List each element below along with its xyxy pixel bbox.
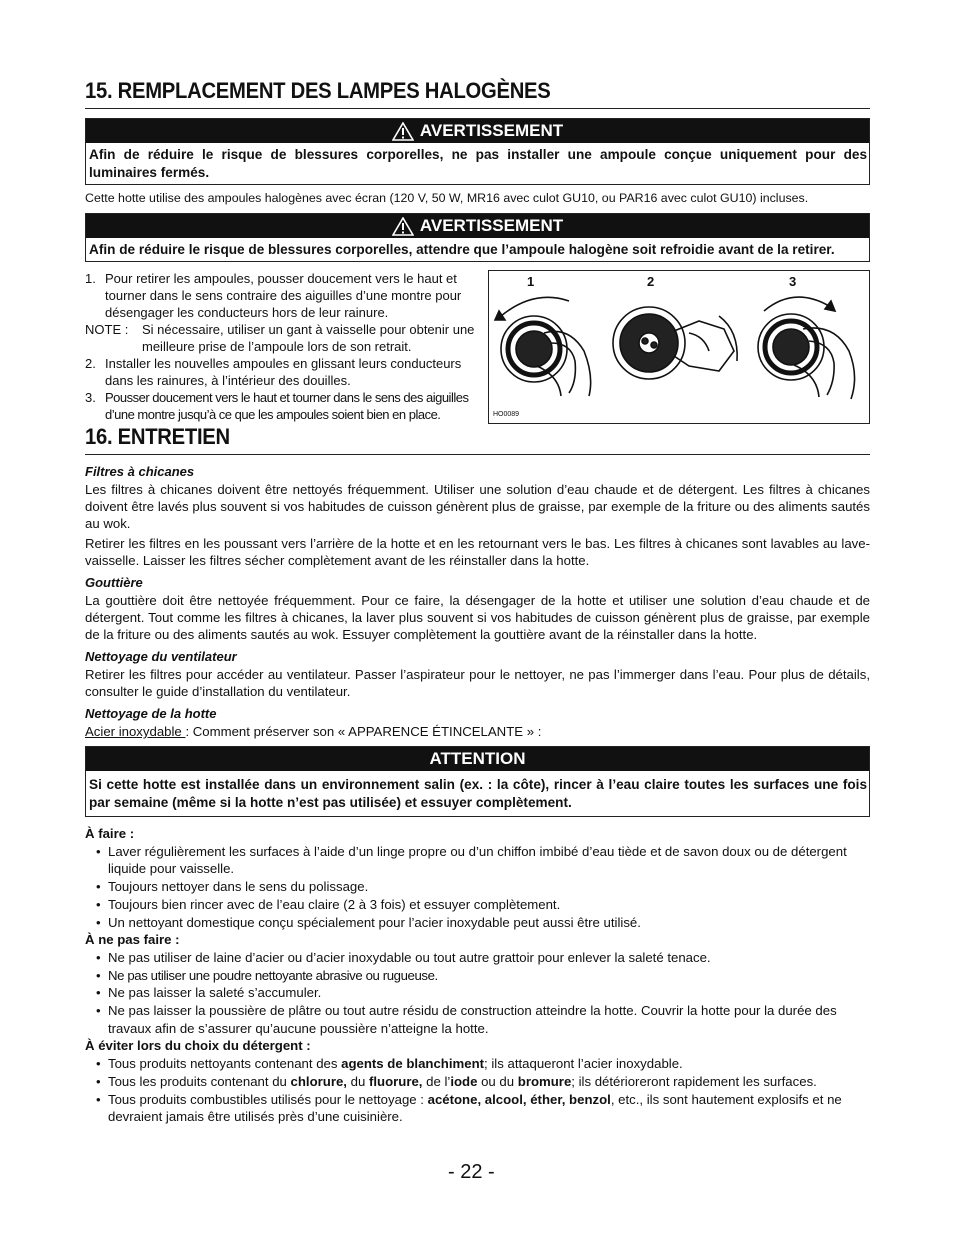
apasfaire-heading: À ne pas faire : [85, 932, 180, 948]
ventilateur-paragraph: Retirer les filtres pour accéder au ventilateur. Passer l’aspirateur pour le nettoyer, ne pas l’immerger dans l’eau. Pour plus de détails, consulter le guide d’installation du ventilateur. [85, 667, 870, 699]
list-item: • Tous les produits contenant du chlorure, du fluorure, de l’iode ou du bromure; ils détérioreront rapidement les surfaces. [96, 1073, 817, 1089]
warning-header-1 [86, 119, 869, 143]
subheading-gouttiere: Gouttière [85, 575, 143, 590]
eviter-heading: À éviter lors du choix du détergent : [85, 1038, 311, 1054]
bulb-replacement-figure [488, 270, 870, 424]
figure-code: HO0089 [493, 411, 520, 418]
bulb-step-3-drawing [758, 297, 855, 399]
section-16-title: 16. ENTRETIEN [85, 424, 230, 449]
warning-box-1 [85, 118, 870, 185]
afaire-heading: À faire : [85, 826, 135, 841]
list-item: • Ne pas laisser la saleté s’accumuler. [96, 985, 322, 1001]
page-number: - 22 - [448, 1161, 495, 1183]
figure-label-2: 2 [647, 274, 655, 289]
subheading-filtres: Filtres à chicanes [85, 464, 195, 479]
step-item: 1. Pour retirer les ampoules, pousser doucement vers le haut et tourner dans le sens contraire des aiguilles d’une montre pour désengager les conducteurs hors de leur rainure. [85, 271, 462, 320]
list-item: • Tous produits nettoyants contenant des agents de blanchiment; ils attaqueront l’acier inoxydable. [96, 1056, 683, 1072]
figure-label-1: 1 [527, 274, 535, 289]
filtres-paragraph-1: Les filtres à chicanes doivent être nettoyés fréquemment. Utiliser une solution d’eau chaude et de détergent. Les filtres à chicanes doivent être lavés plus souvent si vos habitudes de cuisson génèrent plus de graisse, par exemple de la friture ou des aliments sautés au wok. [85, 482, 870, 531]
bulb-illustration [489, 271, 867, 421]
list-item: • Ne pas utiliser une poudre nettoyante abrasive ou rugueuse. [96, 967, 438, 983]
warning-text-2: Afin de réduire le risque de blessures corporelles, attendre que l’ampoule halogène soit refroidie avant de la retirer. [89, 242, 835, 257]
warning-triangle-icon [392, 122, 414, 141]
note-label: NOTE : [85, 322, 129, 337]
warning-triangle-icon [392, 217, 414, 236]
list-item: • Toujours nettoyer dans le sens du polissage. [96, 879, 369, 895]
warning-text-1: Afin de réduire le risque de blessures corporelles, ne pas installer une ampoule conçue uniquement pour des luminaires fermés. [89, 147, 867, 180]
warning-box-2 [85, 213, 870, 262]
afaire-list [85, 825, 870, 1126]
filtres-paragraph-2: Retirer les filtres en les poussant vers l’arrière de la hotte et en les retournant vers le bas. Les filtres à chicanes sont lavables au lave-vaisselle. Laisser les filtres sécher complètement avant de les réinstaller dans la hotte. [85, 536, 870, 568]
list-item: • Laver régulièrement les surfaces à l’aide d’un linge propre ou d’un chiffon imbibé d’eau tiède et de savon doux ou de détergent liquide pour vaisselle. [96, 843, 847, 877]
list-item: • Ne pas utiliser de laine d’acier ou d’acier inoxydable ou tout autre grattoir pour enlever la saleté tenace. [96, 949, 711, 965]
note-text: Si nécessaire, utiliser un gant à vaisselle pour obtenir une meilleure prise de l’ampoule lors de son retrait. [142, 322, 475, 354]
list-item: • Toujours bien rincer avec de l’eau claire (2 à 3 fois) et essuyer complètement. [96, 896, 561, 912]
subheading-ventilateur: Nettoyage du ventilateur [85, 649, 237, 664]
bulb-step-1-drawing [495, 297, 591, 396]
warning-header-2 [86, 214, 869, 238]
note-item [85, 321, 481, 355]
step-item: 2. Installer les nouvelles ampoules en glissant leurs conducteurs dans les rainures, à l’intérieur des douilles. [85, 356, 462, 388]
figure-label-3: 3 [789, 274, 797, 289]
gouttiere-paragraph: La gouttière doit être nettoyée fréquemment. Pour ce faire, la désengager de la hotte et utiliser une solution d’eau chaude et de détergent. Tout comme les filtres à chicanes, la laver plus souvent si vos habitudes de cuisson génèrent plus de graisse, par exemple de la friture ou des aliments sautés au wok. Essuyer complètement la gouttière avant de la réinstaller dans la hotte. [85, 593, 870, 642]
list-item: • Un nettoyant domestique conçu spécialement pour l’acier inoxydable peut aussi être utilisé. [96, 914, 641, 930]
title-rule [85, 454, 870, 455]
bulb-step-2-drawing [613, 307, 737, 379]
subheading-hotte: Nettoyage de la hotte [85, 706, 217, 721]
section-15-title: 15. REMPLACEMENT DES LAMPES HALOGÈNES [85, 78, 551, 103]
step-list [85, 270, 481, 423]
attention-box [85, 746, 870, 817]
warning-label: AVERTISSEMENT [419, 216, 564, 235]
inox-line [85, 723, 870, 740]
list-item: • Tous produits combustibles utilisés pour le nettoyage : acétone, alcool, éther, benzol, etc., ils sont hautement explosifs et ne devraient jamais être utilisés près d’une cuisinière. [96, 1091, 842, 1125]
page-content [85, 78, 870, 1126]
warning-label: AVERTISSEMENT [419, 121, 564, 140]
steps-block [85, 270, 870, 424]
intro-text: Cette hotte utilise des ampoules halogènes avec écran (120 V, 50 W, MR16 avec culot GU10, ou PAR16 avec culot GU10) incluses. [85, 191, 809, 205]
list-item: • Ne pas laisser la poussière de plâtre ou tout autre résidu de construction atteindre la hotte. Couvrir la hotte pour la durée des travaux afin de s’assurer qu’aucune poussière n’atteigne la hotte. [96, 1003, 837, 1036]
attention-header: ATTENTION [86, 747, 869, 771]
inox-label: Acier inoxydable [85, 724, 186, 739]
step-item: 3. Pousser doucement vers le haut et tourner dans le sens des aiguilles d’une montre jusqu’à ce que les ampoules soient bien en place. [85, 390, 469, 422]
inox-text: : Comment préserver son « APPARENCE ÉTINCELANTE » : [185, 724, 542, 739]
title-rule [85, 108, 870, 109]
attention-text: Si cette hotte est installée dans un environnement salin (ex. : la côte), rincer à l’eau claire toutes les surfaces une fois par semaine (même si la hotte n’est pas utilisée) et essuyer complètement. [89, 777, 867, 810]
